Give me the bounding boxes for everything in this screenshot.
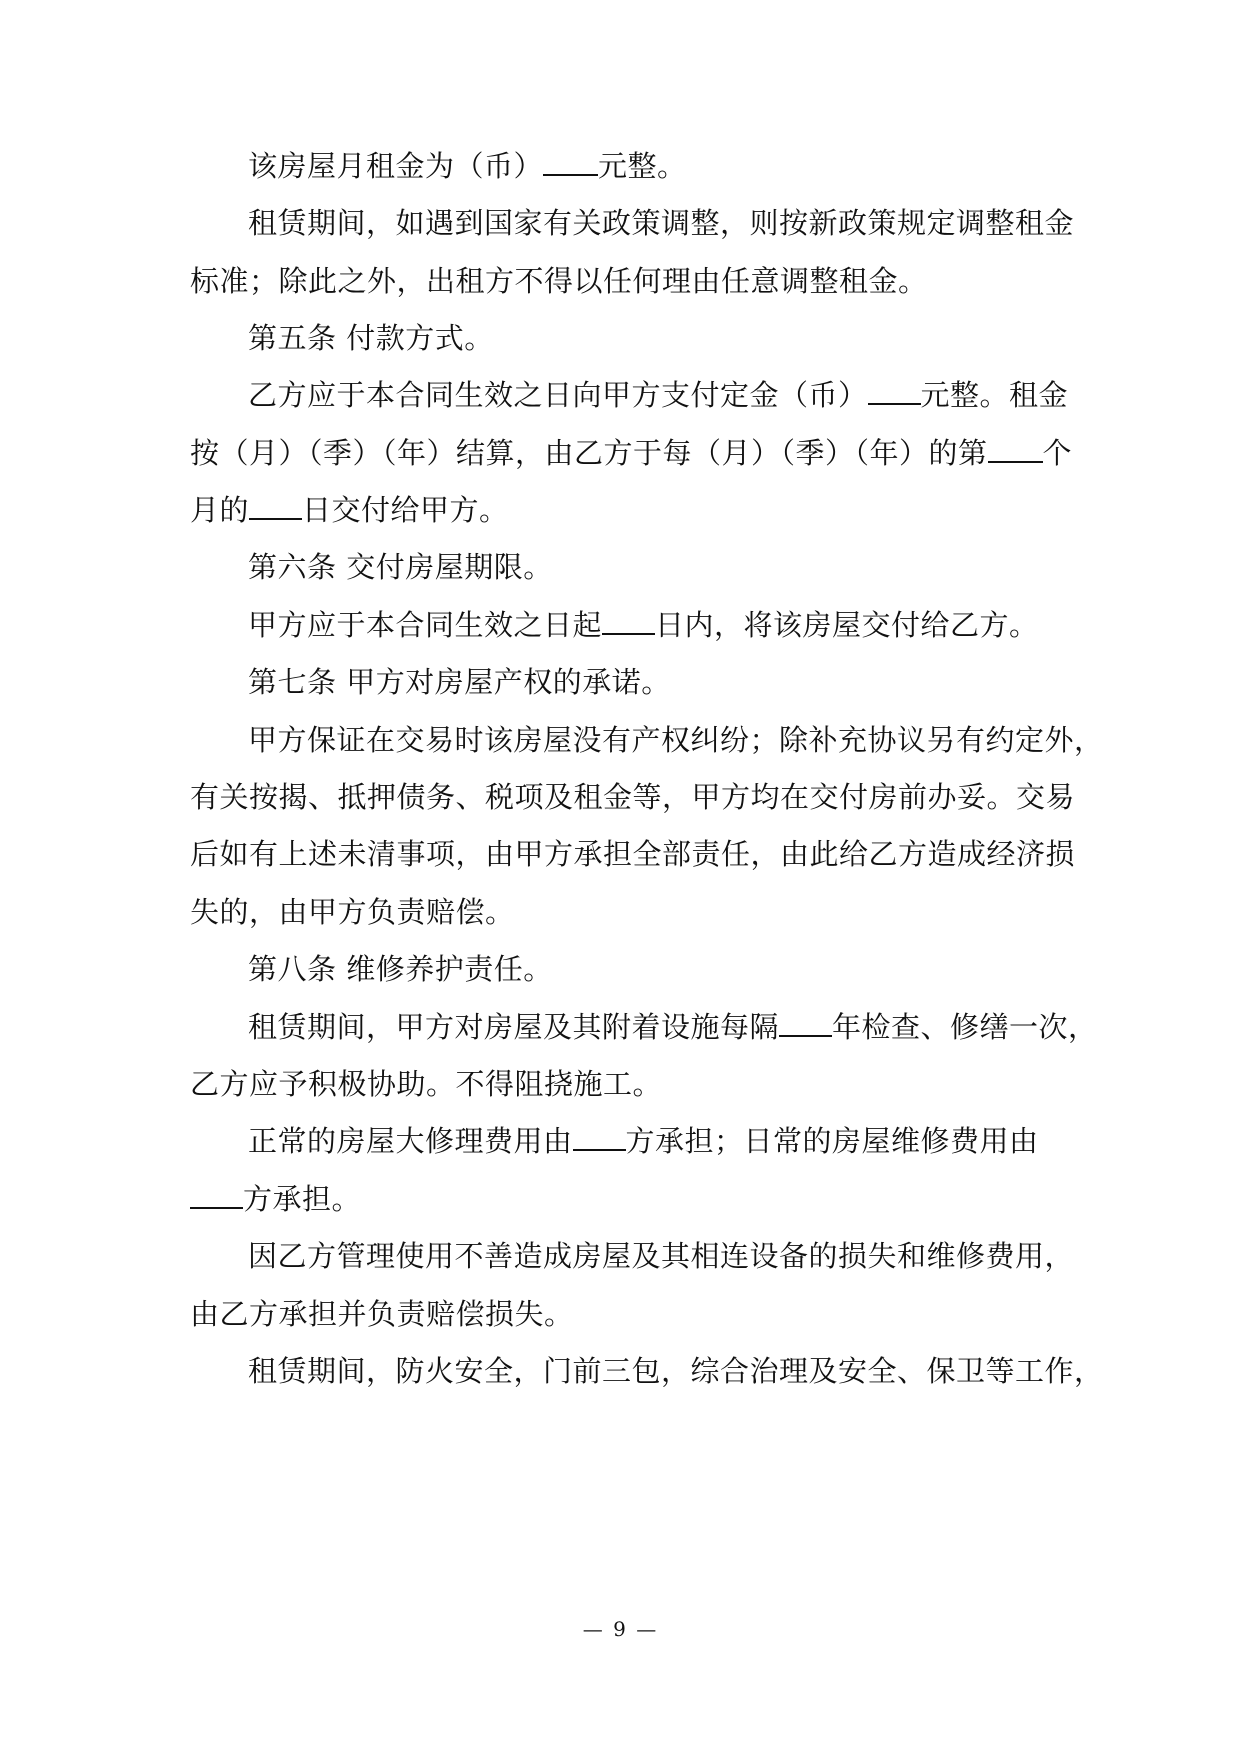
section-heading: 第五条 付款方式。 xyxy=(248,321,494,355)
text-segment: 元整。 xyxy=(598,149,687,183)
text-line: 失的，由甲方负责赔偿。 xyxy=(190,895,515,929)
section-heading: 第七条 甲方对房屋产权的承诺。 xyxy=(248,665,671,699)
text-segment: 日交付给甲方。 xyxy=(302,493,509,527)
fill-blank xyxy=(543,148,598,176)
text-line xyxy=(248,377,1068,413)
text-line xyxy=(248,1123,1039,1159)
text-segment: 日内，将该房屋交付给乙方。 xyxy=(655,608,1039,642)
fill-blank xyxy=(779,1009,832,1037)
text-segment: 月的 xyxy=(190,493,250,527)
text-line xyxy=(248,1009,1098,1045)
text-line: 由乙方承担并负责赔偿损失。 xyxy=(190,1297,574,1331)
text-line xyxy=(248,148,687,184)
text-line xyxy=(190,435,1072,471)
text-segment: 方承担。 xyxy=(243,1182,362,1216)
text-line: 甲方保证在交易时该房屋没有产权纠纷；除补充协议另有约定外， xyxy=(248,723,1104,757)
text-segment: 年检查、修缮一次， xyxy=(832,1010,1098,1044)
text-segment: 方承担；日常的房屋维修费用由 xyxy=(625,1124,1039,1158)
section-heading: 第六条 交付房屋期限。 xyxy=(248,550,553,584)
text-line xyxy=(248,607,1039,643)
text-segment: 按（月）（季）（年）结算，由乙方于每（月）（季）（年）的第 xyxy=(190,436,988,470)
text-segment: 元整。租金 xyxy=(920,378,1069,412)
text-segment: 该房屋月租金为（币） xyxy=(248,149,544,183)
text-segment: 正常的房屋大修理费用由 xyxy=(248,1124,573,1158)
text-line xyxy=(190,492,509,528)
text-segment: 乙方应于本合同生效之日向甲方支付定金（币） xyxy=(248,378,868,412)
fill-blank xyxy=(988,435,1043,463)
text-line: 因乙方管理使用不善造成房屋及其相连设备的损失和维修费用， xyxy=(248,1239,1075,1273)
text-line: 标准；除此之外，出租方不得以任何理由任意调整租金。 xyxy=(190,264,928,298)
text-line: 乙方应予积极协助。不得阻挠施工。 xyxy=(190,1067,663,1101)
text-segment: 租赁期间，甲方对房屋及其附着设施每隔 xyxy=(248,1010,780,1044)
fill-blank xyxy=(573,1123,626,1151)
fill-blank xyxy=(249,492,302,520)
text-segment: 个 xyxy=(1042,436,1073,470)
text-line: 租赁期间，如遇到国家有关政策调整，则按新政策规定调整租金 xyxy=(248,206,1075,240)
text-line: 租赁期间，防火安全，门前三包，综合治理及安全、保卫等工作， xyxy=(248,1354,1104,1388)
fill-blank xyxy=(602,607,655,635)
page-number: — 9 — xyxy=(582,1617,659,1641)
text-line: 有关按揭、抵押债务、税项及租金等，甲方均在交付房前办妥。交易 xyxy=(190,780,1076,814)
text-segment: 甲方应于本合同生效之日起 xyxy=(248,608,603,642)
fill-blank xyxy=(190,1181,243,1209)
text-line xyxy=(190,1181,361,1217)
text-line: 后如有上述未清事项，由甲方承担全部责任，由此给乙方造成经济损 xyxy=(190,837,1076,871)
fill-blank xyxy=(868,377,921,405)
section-heading: 第八条 维修养护责任。 xyxy=(248,952,553,986)
